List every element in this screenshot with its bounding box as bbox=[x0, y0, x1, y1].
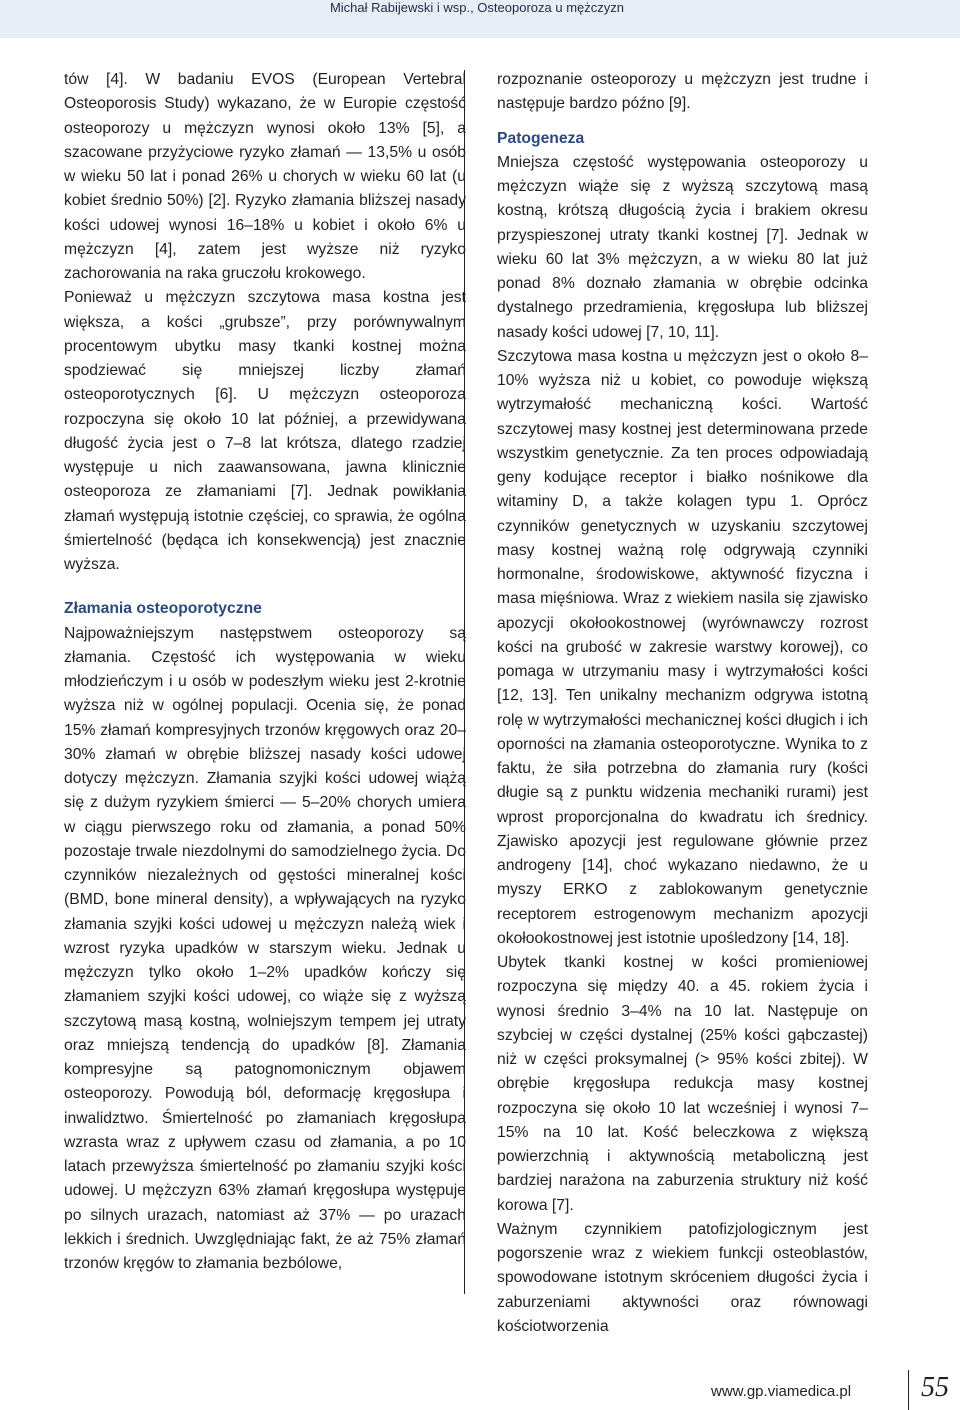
paragraph: Ważnym czynnikiem patofizjologicznym jest pogorszenie wraz z wiekiem funkcji osteoblastów, spowodowane istotnym skróceniem długości życia i zaburzeniami aktywności oraz równowagi kościotworzenia bbox=[497, 1220, 868, 1335]
paragraph: tów [4]. W badaniu EVOS (European Vertebral Osteoporosis Study) wykazano, że w Europie częstość osteoporozy u mężczyzn wynosi około 13% [5], a szacowane przyżyciowe ryzyko złamań — 13,5% u osób w wieku 50 lat i ponad 26% u chorych w wieku 60 lat (u kobiet średnio 50%) [2]. Ryzyko złamania bliższej nasady kości udowej wynosi 16–18% u kobiet i około 6% u mężczyzn [4], zatem jest wyższe niż ryzyko zachorowania na raka gruczołu krokowego. bbox=[64, 71, 466, 282]
right-column bbox=[497, 68, 868, 1339]
paragraph: Ubytek tkanki kostnej w kości promieniowej rozpoczyna się między 40. a 45. rokiem życia i wynosi średnio 3–4% na 10 lat. Następuje on szybciej w części dystalnej (25% kości gąbczastej) niż w części proksymalnej (> 95% kości zbitej). W obrębie kręgosłupa redukcja masy kostnej rozpoczyna się około 10 lat wcześniej i wynosi 7–15% na 10 lat. Kość beleczkowa z większą powierzchnią i aktywnością metaboliczną jest bardziej narażona na zaburzenia struktury niż kość korowa [7]. bbox=[497, 954, 868, 1214]
paragraph: Szczytowa masa kostna u mężczyzn jest o około 8–10% wyższa niż u kobiet, co powoduje większą wytrzymałość mechaniczną kości. Wartość szczytowej masy kostnej jest determinowana przede wszystkim genetycznie. Za ten proces odpowiadają geny kodujące receptor i białko nośnikowe dla witaminy D, a także kolagen typu 1. Oprócz czynników genetycznych w uzyskaniu szczytowej masy kostnej ważną rolę odgrywają czynniki hormonalne, środowiskowe, aktywność fizyczna i masa mięśniowa. Wraz z wiekiem nasila się zjawisko apozycji okołookostnowej (wyrównawczy rozrost kości na grubość w zakresie warstwy korowej), co pomaga w utrzymaniu masy i wytrzymałości kości [12, 13]. Ten unikalny mechanizm odgrywa istotną rolę w wytrzymałości mechanicznej kości długich i ich oporności na złamania osteoporotyczne. Wynika to z faktu, że siła potrzebna do złamania rury (kości długie są z punktu widzenia mechaniki rurami) jest wprost proporcjonalna do kwadratu ich średnicy. Zjawisko apozycji jest regulowane głównie przez androgeny [14], choć wykazano niedawno, że u myszy ERKO z zablokowanym genetycznie receptorem estrogenowym mechanizm apozycji okołookostnowej jest istotnie upośledzony [14, 18]. bbox=[497, 347, 868, 947]
footer-rule bbox=[908, 1370, 909, 1410]
paragraph: rozpoznanie osteoporozy u mężczyzn jest trudne i następuje bardzo późno [9]. bbox=[497, 71, 868, 113]
paragraph: Najpoważniejszym następstwem osteoporozy są złamania. Częstość ich występowania w wieku młodzieńczym i u osób w podeszłym wieku jest 2-krotnie wyższa niż w ogólnej populacji. Ocenia się, że ponad 15% złamań kompresyjnych trzonów kręgowych oraz 20–30% złamań w obrębie bliższej nasady kości udowej dotyczy mężczyzn. Złamania szyjki kości udowej wiążą się z dużym ryzykiem śmierci — 5–20% chorych umiera w ciągu pierwszego roku od złamania, a ponad 50% pozostaje trwale niezdolnymi do samodzielnego życia. Do czynników niezależnych od gęstości mineralnej kości (BMD, bone mineral density), a wpływających na ryzyko złamania szyjki kości udowej u mężczyzn należą wiek i wzrost ryzyka upadków w starszym wieku. Jednak u mężczyzn tylko około 1–2% upadków kończy się złamaniem szyjki kości udowej, co wiąże się z wyższą szczytową masą kostną, wolniejszym tempem jej utraty oraz mniejszą tendencją do upadków [8]. Złamania kompresyjne są patognomonicznym objawem osteoporozy. Powodują ból, deformację kręgosłupa i inwalidztwo. Śmiertelność po złamaniach kręgosłupa wzrasta wraz z upływem czasu od złamania, a po 10 latach przewyższa śmiertelność po złamaniu szyjki kości udowej. U mężczyzn 63% złamań kręgosłupa występuje po silnych urazach, natomiast aż 37% — po urazach lekkich i średnich. Uwzględniając fakt, że aż 75% złamań trzonów kręgów to złamania bezbólowe, bbox=[64, 624, 466, 1272]
paragraph: Ponieważ u mężczyzn szczytowa masa kostna jest większa, a kości „grubsze”, przy porównywalnym procentowym ubytku masy tkanki kostnej można spodziewać się mniejszej liczby złamań osteoporotycznych [6]. U mężczyzn osteoporoza rozpoczyna się około 10 lat później, a przewidywana długość życia jest o 7–8 lat krótsza, dlatego rzadziej występuje u nich zaawansowana, jawna klinicznie osteoporoza ze złamaniami [7]. Jednak powikłania złamań występują istotnie częściej, co sprawia, że ogólna śmiertelność (będąca ich konsekwencją) jest znacznie wyższa. bbox=[64, 289, 466, 573]
footer-url: www.gp.viamedica.pl bbox=[711, 1383, 852, 1400]
section-heading-fractures: Złamania osteoporotyczne bbox=[64, 600, 262, 618]
section-heading-pathogenesis: Patogeneza bbox=[497, 129, 585, 147]
running-header-band bbox=[0, 0, 960, 38]
left-column bbox=[64, 68, 466, 1276]
page-number: 55 bbox=[921, 1372, 949, 1403]
paragraph: Mniejsza częstość występowania osteoporozy u mężczyzn wiąże się z wyższą szczytową masą kostną, krótszą długością życia i brakiem okresu przyspieszonej utraty tkanki kostnej [7]. Jednak w wieku 60 lat 3% mężczyzn, a w wieku 80 lat już ponad 8% doznało złamania w obrębie odcinka dystalnego przedramienia, kręgosłupa lub bliższej nasady kości udowej [7, 10, 11]. bbox=[497, 153, 868, 341]
running-header-title: Michał Rabijewski i wsp., Osteoporoza u mężczyzn bbox=[329, 0, 624, 15]
